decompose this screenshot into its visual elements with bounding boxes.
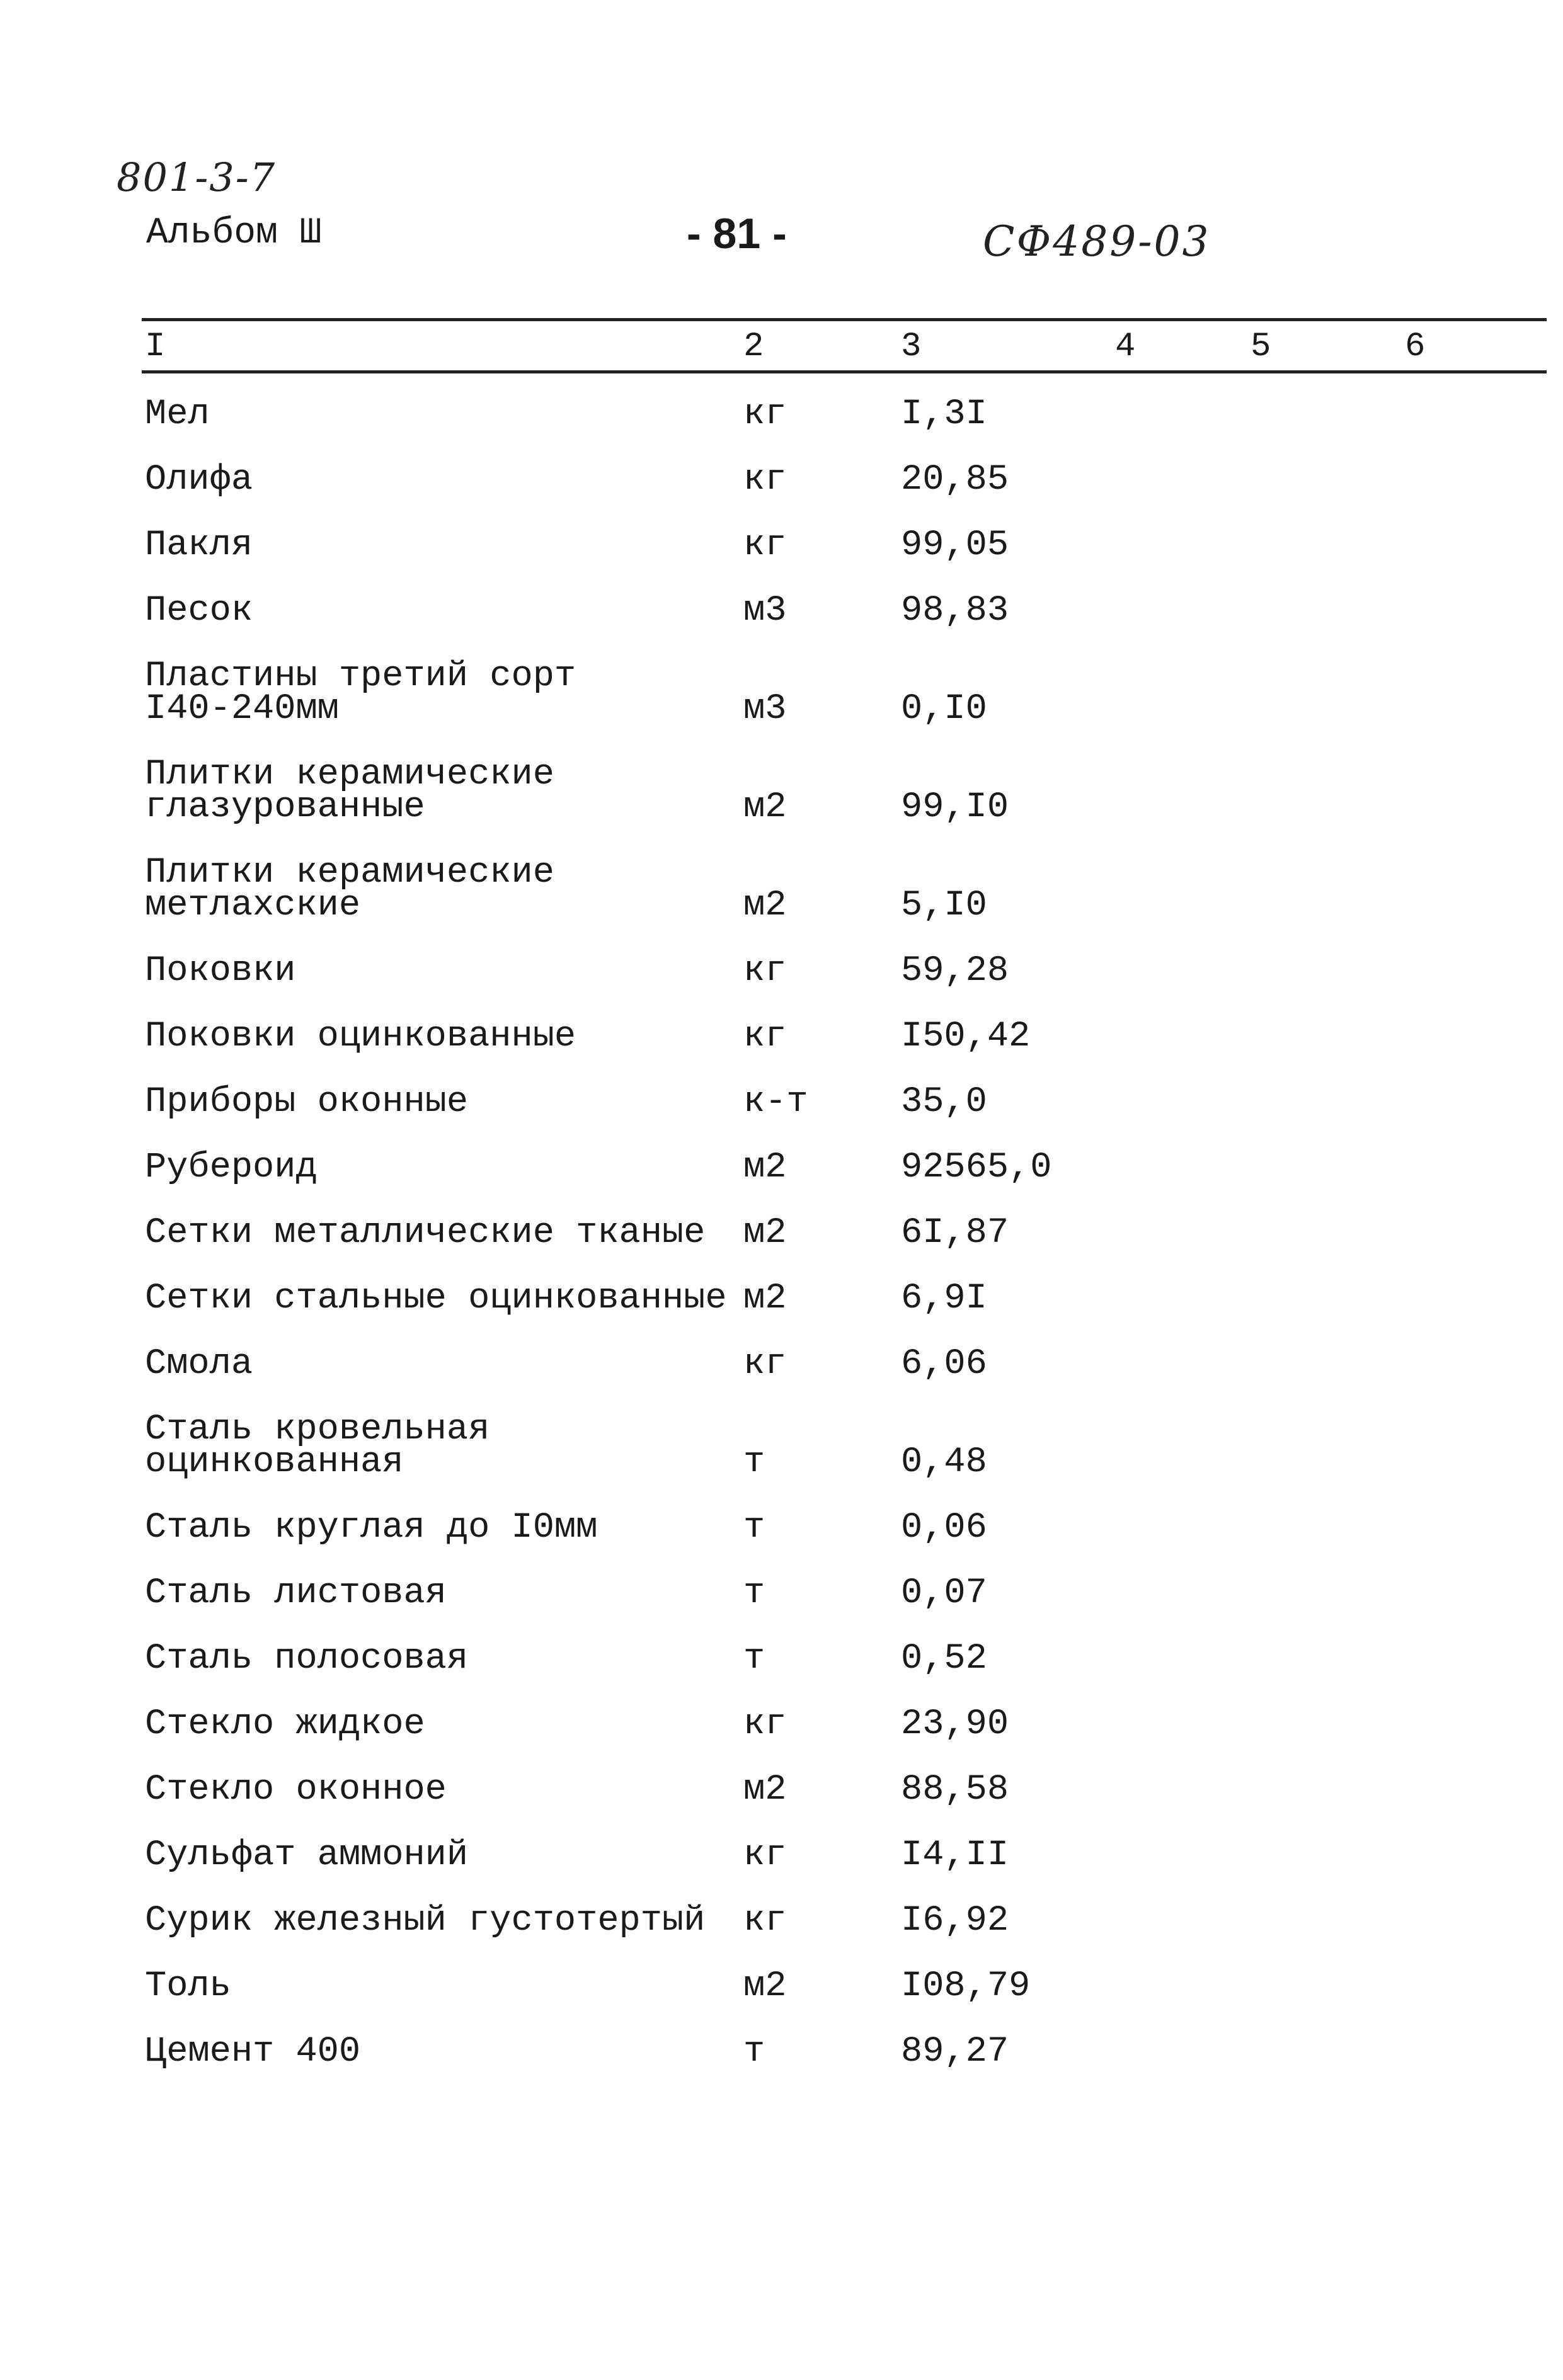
material-quantity: 89,27: [901, 2032, 1009, 2072]
material-unit: кг: [743, 394, 787, 435]
table-row: [145, 1016, 1531, 1057]
material-quantity: 98,83: [901, 591, 1009, 631]
material-unit: кг: [743, 1901, 787, 1941]
table-row: [145, 1639, 1531, 1679]
material-quantity: 0,06: [901, 1508, 987, 1548]
table-row: [145, 1835, 1531, 1876]
table-row: [145, 1573, 1531, 1614]
material-quantity: I4,II: [901, 1835, 1009, 1876]
table-row: [145, 951, 1531, 991]
column-header-4: 4: [1115, 327, 1136, 366]
material-unit: кг: [743, 951, 787, 991]
material-quantity: 35,0: [901, 1082, 987, 1122]
material-quantity: 59,28: [901, 951, 1009, 991]
material-name: Смола: [145, 1344, 253, 1384]
column-header-1: I: [145, 327, 166, 366]
materials-table: [145, 390, 1531, 2072]
material-unit: т: [743, 1639, 765, 1679]
material-quantity: I,3I: [901, 394, 987, 435]
table-row: [145, 1409, 1531, 1483]
table-row: [145, 1508, 1531, 1548]
material-name: Плитки керамические глазурованные: [145, 754, 554, 828]
material-unit: м2: [743, 1966, 787, 2007]
material-name: Сталь круглая до I0мм: [145, 1508, 598, 1548]
table-row: [145, 394, 1531, 435]
table-header-rule: [142, 370, 1547, 373]
material-name: Сетки металлические тканые: [145, 1213, 706, 1253]
material-name: Стекло оконное: [145, 1770, 447, 1810]
column-header-3: 3: [901, 327, 922, 366]
material-unit: м2: [743, 885, 787, 926]
material-name: Сталь листовая: [145, 1573, 447, 1614]
table-row: [145, 1344, 1531, 1384]
material-name: Плитки керамические метлахские: [145, 853, 554, 926]
page-number: - 81 -: [687, 210, 787, 258]
material-quantity: 6,06: [901, 1344, 987, 1384]
table-row: [145, 1901, 1531, 1941]
material-quantity: 5,I0: [901, 885, 987, 926]
column-header-2: 2: [743, 327, 764, 366]
material-quantity: I6,92: [901, 1901, 1009, 1941]
material-unit: м2: [743, 1147, 787, 1188]
material-quantity: 92565,0: [901, 1147, 1052, 1188]
table-row: [145, 460, 1531, 500]
material-unit: м2: [743, 1213, 787, 1253]
material-name: Рубероид: [145, 1147, 318, 1188]
material-quantity: 6I,87: [901, 1213, 1009, 1253]
material-unit: к-т: [743, 1082, 808, 1122]
column-header-6: 6: [1405, 327, 1426, 366]
material-quantity: 0,48: [901, 1442, 987, 1483]
material-quantity: 20,85: [901, 460, 1009, 500]
material-name: Песок: [145, 591, 253, 631]
material-name: Сурик железный густотертый: [145, 1901, 706, 1941]
material-name: Пластины третий сорт I40-240мм: [145, 656, 576, 729]
material-name: Сталь полосовая: [145, 1639, 469, 1679]
material-name: Приборы оконные: [145, 1082, 469, 1122]
material-unit: м3: [743, 591, 787, 631]
table-top-rule: [142, 318, 1547, 321]
material-unit: кг: [743, 1016, 787, 1057]
material-name: Сульфат аммоний: [145, 1835, 469, 1876]
material-quantity: 23,90: [901, 1704, 1009, 1745]
material-name: Цемент 400: [145, 2032, 361, 2072]
material-unit: кг: [743, 1704, 787, 1745]
material-unit: кг: [743, 525, 787, 566]
material-unit: т: [743, 1442, 765, 1483]
table-row: [145, 1147, 1531, 1188]
material-unit: кг: [743, 460, 787, 500]
material-name: Пакля: [145, 525, 253, 566]
material-quantity: 0,I0: [901, 689, 987, 729]
material-name: Поковки: [145, 951, 296, 991]
material-quantity: 99,I0: [901, 787, 1009, 828]
material-unit: кг: [743, 1344, 787, 1384]
table-row: [145, 1704, 1531, 1745]
material-unit: кг: [743, 1835, 787, 1876]
material-quantity: I08,79: [901, 1966, 1031, 2007]
table-row: [145, 1213, 1531, 1253]
material-name: Поковки оцинкованные: [145, 1016, 576, 1057]
material-name: Сталь кровельная оцинкованная: [145, 1409, 490, 1483]
material-name: Мел: [145, 394, 210, 435]
reference-code: СФ489-03: [983, 217, 1211, 266]
document-code: 801-3-7: [117, 154, 277, 200]
material-quantity: 0,07: [901, 1573, 987, 1614]
material-quantity: 99,05: [901, 525, 1009, 566]
material-unit: м3: [743, 689, 787, 729]
material-unit: т: [743, 1573, 765, 1614]
table-row: [145, 525, 1531, 566]
table-row: [145, 591, 1531, 631]
column-header-5: 5: [1251, 327, 1271, 366]
table-row: [145, 1770, 1531, 1810]
material-name: Сетки стальные оцинкованные: [145, 1278, 727, 1319]
table-row: [145, 754, 1531, 828]
material-quantity: 6,9I: [901, 1278, 987, 1319]
table-row: [145, 656, 1531, 729]
table-row: [145, 853, 1531, 926]
album-label: Альбом Ш: [146, 213, 322, 254]
material-name: Стекло жидкое: [145, 1704, 425, 1745]
table-row: [145, 2032, 1531, 2072]
material-quantity: I50,42: [901, 1016, 1031, 1057]
material-unit: м2: [743, 1770, 787, 1810]
table-row: [145, 1278, 1531, 1319]
table-row: [145, 1966, 1531, 2007]
material-quantity: 0,52: [901, 1639, 987, 1679]
table-row: [145, 1082, 1531, 1122]
material-name: Олифа: [145, 460, 253, 500]
material-unit: м2: [743, 787, 787, 828]
material-quantity: 88,58: [901, 1770, 1009, 1810]
material-unit: т: [743, 1508, 765, 1548]
material-unit: м2: [743, 1278, 787, 1319]
material-name: Толь: [145, 1966, 231, 2007]
material-unit: т: [743, 2032, 765, 2072]
